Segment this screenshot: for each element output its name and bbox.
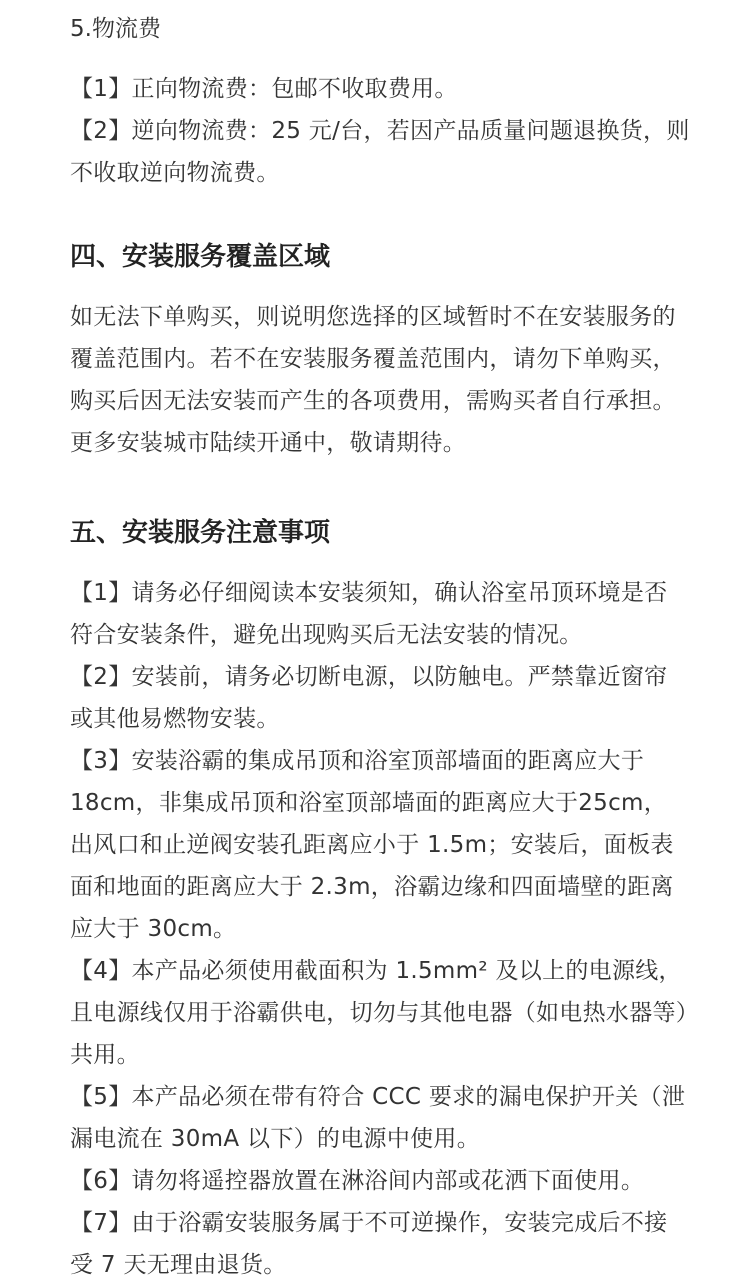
notes-item: 【2】安装前，请务必切断电源，以防触电。严禁靠近窗帘或其他易燃物安装。 [70, 664, 668, 732]
document-body [70, 8, 690, 1286]
notes-item: 【7】由于浴霸安装服务属于不可逆操作，安装完成后不接受 7 天无理由退货。 [70, 1210, 668, 1278]
notes-section-heading: 五、安装服务注意事项 [70, 518, 331, 548]
notes-item: 【3】安装浴霸的集成吊顶和浴室顶部墙面的距离应大于18cm，非集成吊顶和浴室顶部墙面的距离应大于25cm，出风口和止逆阀安装孔距离应小于 1.5m；安装后，面板表面和地面的距离应大于 2.3m，浴霸边缘和四面墙壁的距离应大于 30cm。 [70, 748, 674, 942]
coverage-paragraph: 如无法下单购买，则说明您选择的区域暂时不在安装服务的覆盖范围内。若不在安装服务覆盖范围内，请勿下单购买，购买后因无法安装而产生的各项费用，需购买者自行承担。更多安装城市陆续开通中，敬请期待。 [70, 304, 676, 456]
logistics-heading: 5.物流费 [70, 16, 161, 42]
logistics-item-reverse: 【2】逆向物流费：25 元/台，若因产品质量问题退换货，则不收取逆向物流费。 [70, 118, 690, 186]
notes-item: 【4】本产品必须使用截面积为 1.5mm² 及以上的电源线，且电源线仅用于浴霸供电，切勿与其他电器（如电热水器等）共用。 [70, 958, 688, 1068]
logistics-item-forward: 【1】正向物流费：包邮不收取费用。 [70, 76, 458, 102]
notes-item: 【1】请务必仔细阅读本安装须知，确认浴室吊顶环境是否符合安装条件，避免出现购买后无法安装的情况。 [70, 580, 668, 648]
coverage-section-heading: 四、安装服务覆盖区域 [70, 242, 331, 272]
notes-item: 【5】本产品必须在带有符合 CCC 要求的漏电保护开关（泄漏电流在 30mA 以下）的电源中使用。 [70, 1084, 686, 1152]
notes-item: 【6】请勿将遥控器放置在淋浴间内部或花洒下面使用。 [70, 1168, 645, 1194]
